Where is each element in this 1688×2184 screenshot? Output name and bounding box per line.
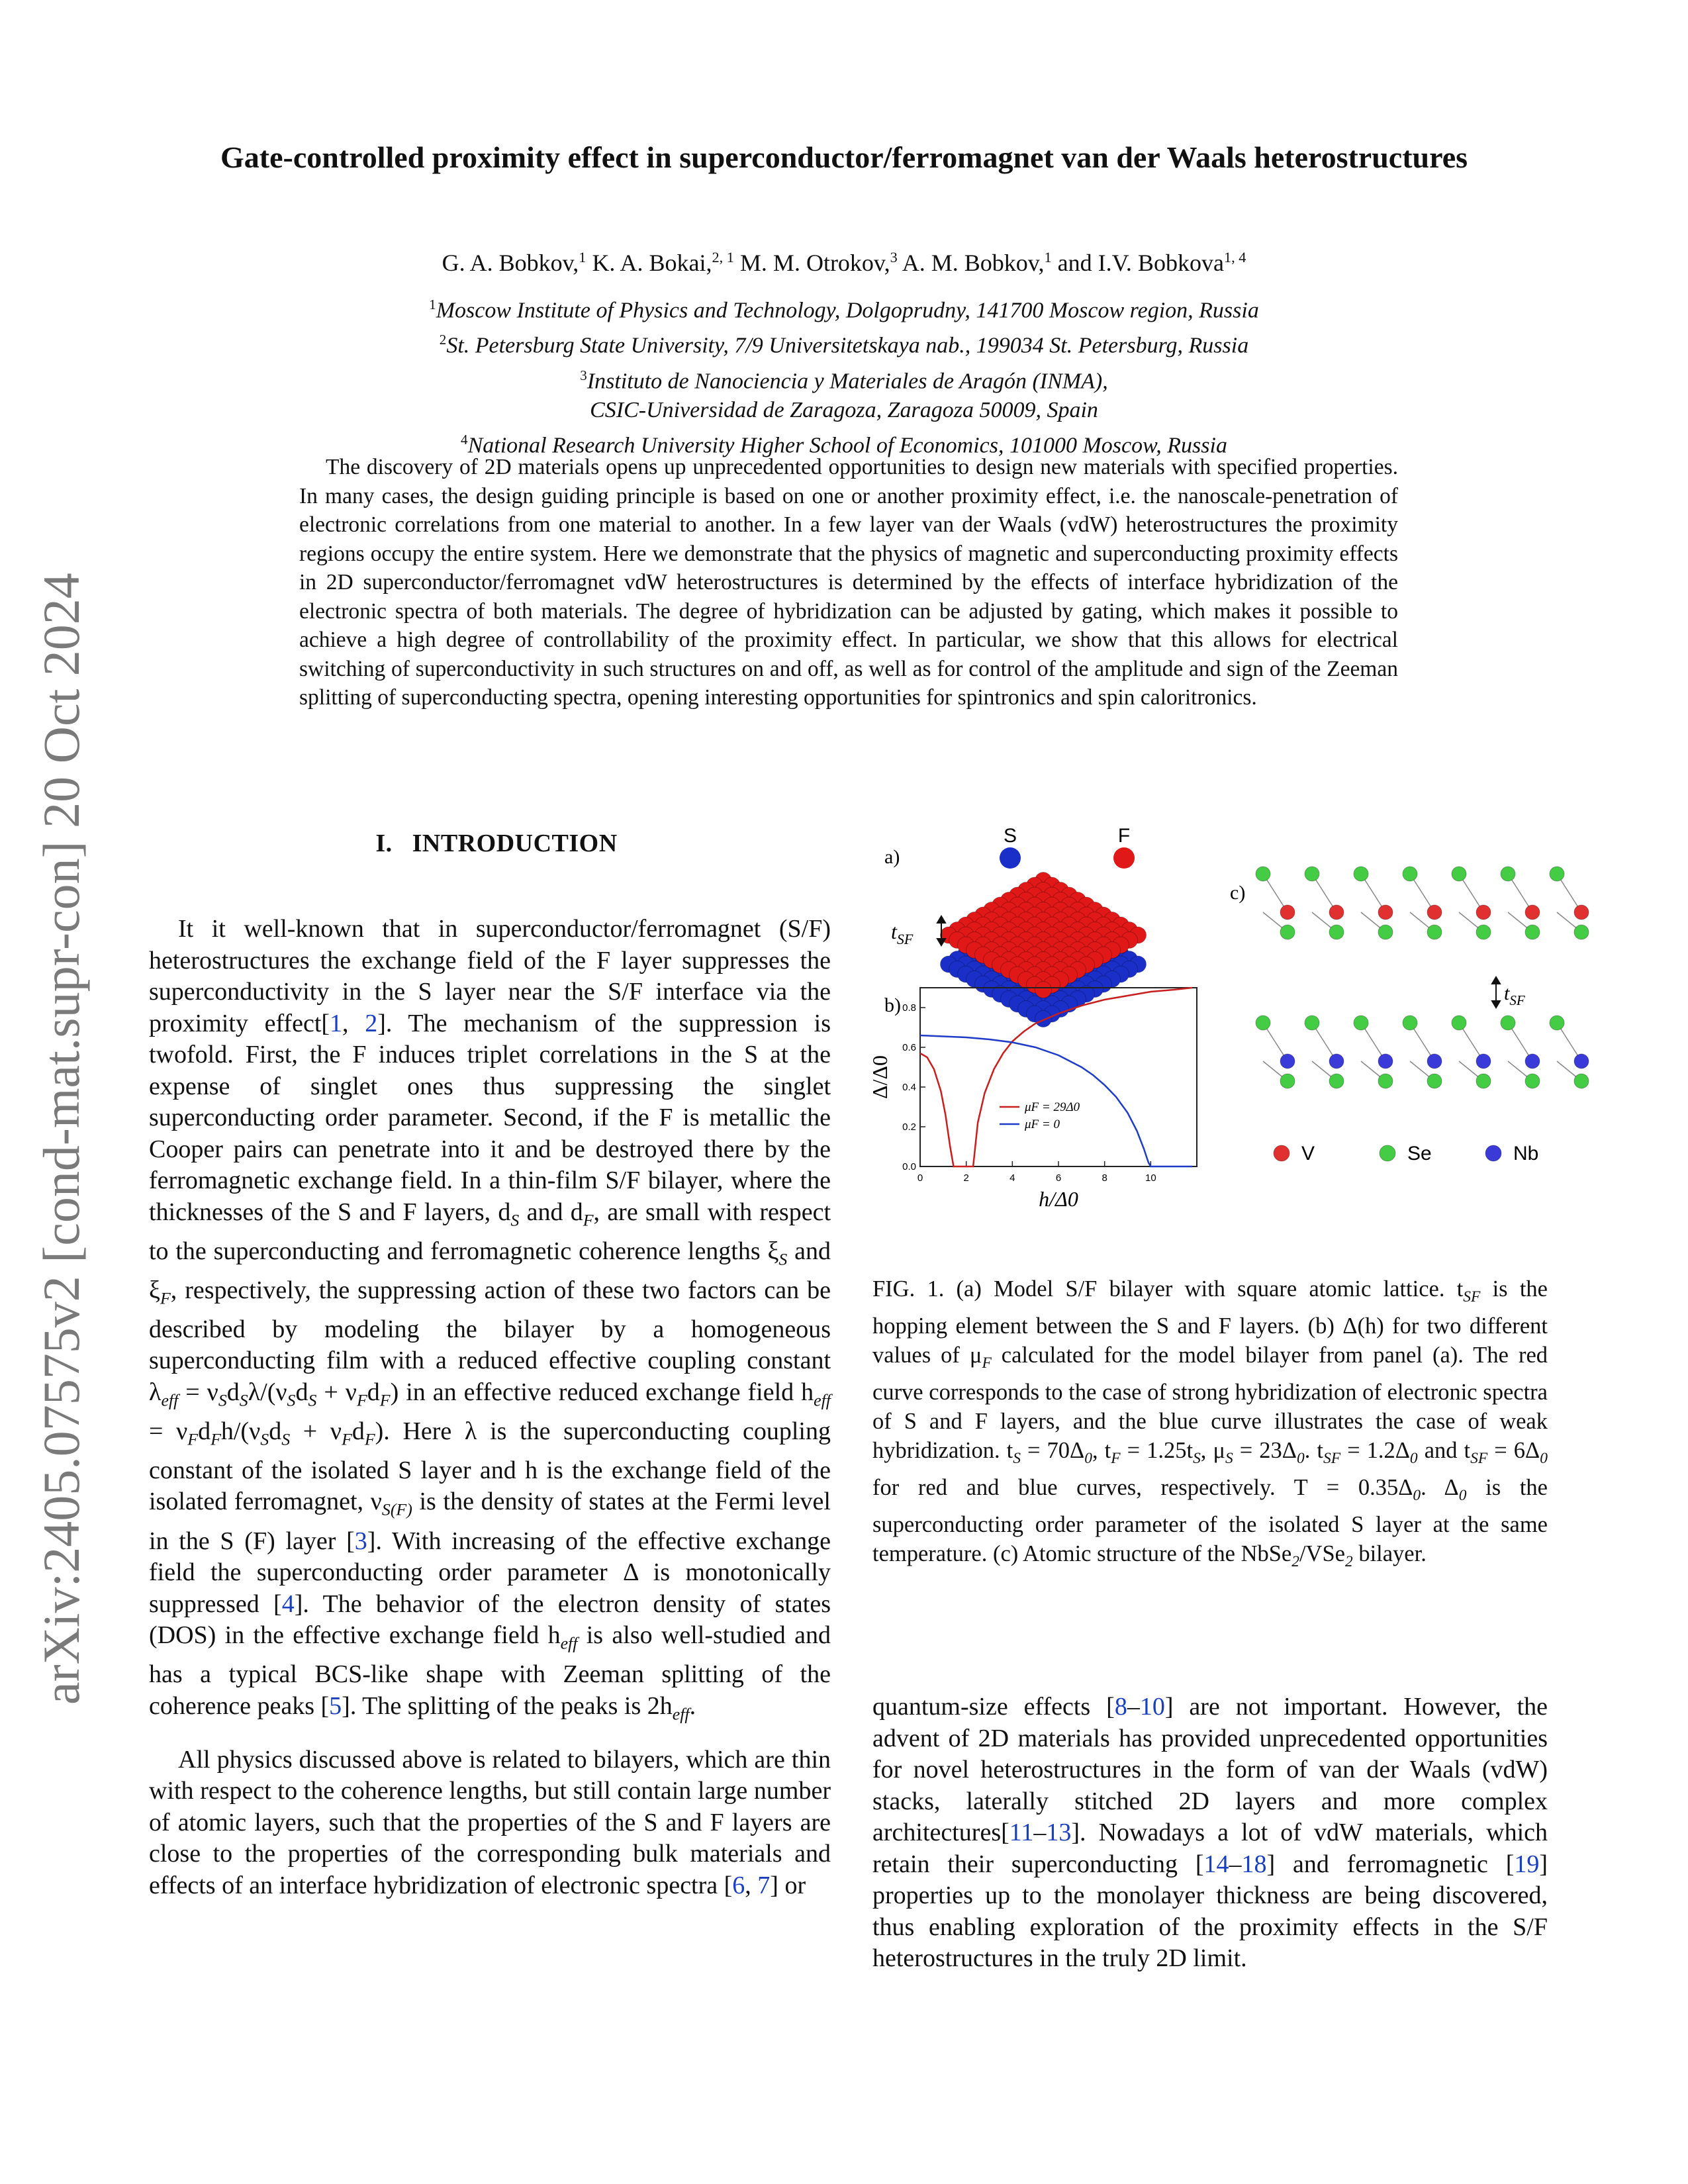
citation-link[interactable]: 13 bbox=[1046, 1819, 1072, 1846]
se-atom bbox=[1525, 925, 1540, 939]
x-tick-label: 2 bbox=[963, 1172, 969, 1184]
series-line-0 bbox=[920, 988, 1192, 1166]
se-atom bbox=[1550, 867, 1564, 881]
se-atom bbox=[1574, 1074, 1589, 1088]
subscript: eff bbox=[161, 1390, 179, 1410]
nb-atom bbox=[1329, 1054, 1344, 1068]
subscript: F bbox=[583, 1210, 594, 1230]
subscript: eff bbox=[560, 1633, 578, 1653]
subscript: SF bbox=[1470, 1449, 1488, 1467]
se-atom bbox=[1501, 1016, 1515, 1030]
section-title: INTRODUCTION bbox=[412, 830, 618, 857]
subscript: S bbox=[778, 1249, 788, 1269]
se-atom bbox=[1378, 925, 1393, 939]
subscript: S bbox=[287, 1390, 296, 1410]
citation-link[interactable]: 11 bbox=[1009, 1819, 1034, 1846]
f-atom-legend bbox=[1113, 847, 1135, 869]
subscript: F bbox=[982, 1354, 992, 1372]
paragraph: quantum-size effects [8–10] are not important. However, the advent of 2D materials has provided unprecedented opportunities for novel heterostructures in the form of van der Waals (vdW) stacks, laterally stitched 2D layers and more complex architectures[11–13]. Nowadays a lot of vdW materials, which retain their superconducting [14–18] and ferromagnetic [19] properties up to the monolayer thickness are being discovered, thus enabling exploration of the proximity effects in the S/F heterostructures in the truly 2D limit. bbox=[872, 1693, 1548, 1972]
x-tick-label: 6 bbox=[1055, 1172, 1062, 1184]
subscript: S bbox=[218, 1390, 227, 1410]
se-atom bbox=[1452, 1016, 1466, 1030]
citation-link[interactable]: 19 bbox=[1514, 1850, 1540, 1878]
subscript: SF bbox=[1323, 1449, 1341, 1467]
affiliation: $^3$Instituto de Nanociencia y Materiales de Aragón (INMA), bbox=[580, 367, 1108, 393]
citation-link[interactable]: 14 bbox=[1203, 1850, 1229, 1878]
subscript: S(F) bbox=[381, 1500, 412, 1520]
citation-link[interactable]: 6 bbox=[732, 1871, 745, 1899]
author: M. M. Otrokov,$^3$ bbox=[739, 249, 898, 276]
citation-link[interactable]: 4 bbox=[281, 1590, 295, 1618]
f-atom bbox=[1035, 982, 1052, 998]
nb-atom bbox=[1378, 1054, 1393, 1068]
paper-title: Gate-controlled proximity effect in superconductor/ferromagnet van der Waals heterostructures bbox=[220, 140, 1468, 174]
figure-1-graphic bbox=[868, 821, 1548, 1245]
se-atom bbox=[1427, 1074, 1442, 1088]
right-column bbox=[872, 1691, 1548, 1975]
v-atom bbox=[1329, 905, 1344, 920]
nb-atom bbox=[1476, 1054, 1491, 1068]
subscript: F bbox=[1111, 1449, 1121, 1467]
subscript: eff bbox=[814, 1390, 831, 1410]
subscript: 2 bbox=[1344, 1552, 1353, 1570]
legend-atom-se bbox=[1380, 1145, 1395, 1161]
citation-link[interactable]: 5 bbox=[329, 1691, 342, 1720]
subscript: F bbox=[379, 1390, 391, 1410]
s-atom bbox=[1035, 1011, 1052, 1027]
subscript: 2 bbox=[1291, 1552, 1299, 1570]
v-atom bbox=[1574, 905, 1589, 920]
se-atom bbox=[1256, 1016, 1270, 1030]
nb-atom bbox=[1574, 1054, 1589, 1068]
atomic-structure bbox=[1256, 867, 1589, 1088]
section-number: I. bbox=[375, 830, 393, 857]
v-atom bbox=[1427, 905, 1442, 920]
figure-1 bbox=[868, 821, 1548, 1245]
tsf-label-a: $t_{SF}$ bbox=[891, 920, 914, 947]
subscript: S bbox=[239, 1390, 248, 1410]
legend-label: V bbox=[1301, 1143, 1315, 1164]
affiliation: $^4$National Research University Higher School of Economics, 101000 Moscow, Russia bbox=[461, 431, 1227, 458]
citation-link[interactable]: 10 bbox=[1139, 1693, 1165, 1721]
se-atom bbox=[1280, 925, 1295, 939]
subscript: F bbox=[364, 1429, 375, 1449]
legend-atom-nb bbox=[1485, 1145, 1501, 1161]
y-tick-label: 0.8 bbox=[902, 1002, 916, 1014]
subscript: F bbox=[342, 1429, 352, 1449]
subscript: F bbox=[211, 1429, 221, 1449]
subscript: 0 bbox=[1084, 1449, 1092, 1467]
subscript: 0 bbox=[1540, 1449, 1548, 1467]
bilayer-lattice bbox=[941, 873, 1147, 1027]
y-tick-label: 0.2 bbox=[902, 1121, 916, 1133]
citation-link[interactable]: 3 bbox=[354, 1527, 367, 1555]
panel-b-label: b) bbox=[884, 994, 901, 1016]
subscript: S bbox=[1193, 1449, 1201, 1467]
se-atom bbox=[1378, 1074, 1393, 1088]
subscript: 0 bbox=[1413, 1486, 1421, 1504]
citation-link[interactable]: 2 bbox=[365, 1009, 378, 1037]
x-tick-label: 10 bbox=[1145, 1172, 1156, 1184]
citation-link[interactable]: 8 bbox=[1114, 1693, 1127, 1721]
se-atom bbox=[1329, 1074, 1344, 1088]
x-axis-label: h/Δ0 bbox=[1039, 1187, 1078, 1211]
figure-caption: FIG. 1. (a) Model S/F bilayer with square atomic lattice. $t_{SF}$ is the hopping element between the S and F layers. (b) Δ(h) for two different values of $\mu_F$ calculated for the model bilayer from panel (a). The red curve corresponds to the case of strong hybridization of electronic spectra of S and F layers, and the blue curve illustrates the case of weak hybridization. $t_S = 70\Delta_0$, $t_F = 1.25t_S$, $\mu_S = 23\Delta_0$. $t_{SF} = 1.2\Delta_0$ and $t_{SF} = 6\Delta_0$ for red and blue curves, respectively. $T = 0.35\Delta_0$. $\Delta_0$ is the superconducting order parameter of the isolated S layer at the same temperature. (c) Atomic structure of the NbSe$_2$/VSe$_2$ bilayer. bbox=[872, 1276, 1548, 1570]
subscript: F bbox=[160, 1288, 171, 1308]
y-tick-label: 0.4 bbox=[902, 1082, 916, 1093]
author: G. A. Bobkov,$^1$ bbox=[442, 249, 586, 276]
affiliation: CSIC-Universidad de Zaragoza, Zaragoza 50009, Spain bbox=[590, 397, 1098, 422]
se-atom bbox=[1403, 1016, 1417, 1030]
subscript: 0 bbox=[1409, 1449, 1418, 1467]
tsf-arrow-c bbox=[1492, 977, 1500, 1008]
legend-label: Nb bbox=[1513, 1143, 1539, 1164]
subscript: S bbox=[510, 1210, 520, 1230]
author: K. A. Bokai,$^{2, 1}$ bbox=[592, 249, 734, 276]
se-atom bbox=[1280, 1074, 1295, 1088]
v-atom bbox=[1378, 905, 1393, 920]
panel-c-label: c) bbox=[1230, 882, 1246, 904]
legend-label: Se bbox=[1407, 1143, 1432, 1164]
se-atom bbox=[1305, 867, 1319, 881]
x-tick-label: 8 bbox=[1102, 1172, 1107, 1184]
legend-atom-v bbox=[1274, 1145, 1289, 1161]
f-label: F bbox=[1117, 825, 1131, 847]
se-atom bbox=[1501, 867, 1515, 881]
se-atom bbox=[1256, 867, 1270, 881]
subscript: S bbox=[308, 1390, 317, 1410]
se-atom bbox=[1452, 867, 1466, 881]
x-tick-label: 4 bbox=[1009, 1172, 1015, 1184]
section-heading bbox=[238, 829, 755, 858]
paragraph: It it well-known that in superconductor/ferromagnet (S/F) heterostructures the exchange field of the F layer suppresses the superconductivity in the S layer near the S/F interface via the proximity effect[1, 2]. The mechanism of the suppression is twofold. First, the F induces triplet correlations in the S at the expense of singlet ones thus suppressing the singlet superconducting order parameter. Second, if the F is metallic the Cooper pairs can penetrate into it and be destroyed there by the ferromagnetic exchange field. In a thin-film S/F bilayer, where the thicknesses of the S and F layers, $d_S$ and $d_F$, are small with respect to the superconducting and ferromagnetic coherence lengths $\xi_S$ and $\xi_F$, respectively, the suppressing action of these two factors can be described by modeling the bilayer by a homogeneous superconducting film with a reduced effective coupling constant $\lambda_{eff} = \nu_Sd_S\lambda/(\nu_Sd_S + \nu_Fd_F)$ in an effective reduced exchange field $h_{eff} = \nu_Fd_Fh/(\nu_Sd_S + \nu_Fd_F)$. Here λ is the superconducting coupling constant of the isolated S layer and h is the exchange field of the isolated ferromagnet, $\nu_{S(F)}$ is the density of states at the Fermi level in the S (F) layer [3]. With increasing of the effective exchange field the superconducting order parameter Δ is monotonically suppressed [4]. The behavior of the electron density of states (DOS) in the effective exchange field $h_{eff}$ is also well-studied and has a typical BCS-like shape with Zeeman splitting of the coherence peaks [5]. The splitting of the peaks is $2h_{eff}$. bbox=[149, 915, 831, 1724]
legend-entry: μF = 0 bbox=[1025, 1117, 1060, 1131]
subscript: eff bbox=[672, 1704, 690, 1724]
citation-link[interactable]: 1 bbox=[330, 1009, 343, 1037]
author: and I.V. Bobkova$^{1, 4}$ bbox=[1057, 249, 1246, 276]
legend-entry: μF = 29Δ0 bbox=[1025, 1100, 1080, 1114]
affiliations bbox=[159, 290, 1529, 460]
s-label: S bbox=[1003, 825, 1017, 847]
subscript: SF bbox=[1463, 1288, 1481, 1306]
se-atom bbox=[1329, 925, 1344, 939]
paragraph: All physics discussed above is related to bilayers, which are thin with respect to the coherence lengths, but still contain large number of atomic layers, such that the properties of the S and F layers are close to the properties of the corresponding bulk materials and effects of an interface hybridization of electronic spectra [6, 7] or bbox=[149, 1745, 831, 1899]
panel-a-label: a) bbox=[884, 846, 900, 868]
subscript: S bbox=[1225, 1449, 1233, 1467]
x-tick-label: 0 bbox=[917, 1172, 923, 1184]
se-atom bbox=[1305, 1016, 1319, 1030]
subscript: S bbox=[1013, 1449, 1021, 1467]
se-atom bbox=[1403, 867, 1417, 881]
s-atom-legend bbox=[1000, 847, 1021, 869]
subscript: S bbox=[260, 1429, 269, 1449]
left-column bbox=[149, 914, 831, 1901]
arxiv-stamp: arXiv:2405.07575v2 [cond-mat.supr-con] 20 Oct 2024 bbox=[32, 573, 90, 1705]
subscript: F bbox=[187, 1429, 199, 1449]
y-axis-label: Δ/Δ0 bbox=[868, 1055, 892, 1100]
citation-link[interactable]: 18 bbox=[1241, 1850, 1267, 1878]
se-atom bbox=[1354, 867, 1368, 881]
nb-atom bbox=[1427, 1054, 1442, 1068]
se-atom bbox=[1476, 1074, 1491, 1088]
citation-link[interactable]: 7 bbox=[757, 1871, 771, 1899]
affiliation: $^1$Moscow Institute of Physics and Technology, Dolgoprudny, 141700 Moscow region, Russia bbox=[429, 297, 1259, 323]
nb-atom bbox=[1280, 1054, 1295, 1068]
author: A. M. Bobkov,$^1$ bbox=[902, 249, 1052, 276]
atom-legend bbox=[1274, 1143, 1538, 1164]
v-atom bbox=[1280, 905, 1295, 920]
subscript: 0 bbox=[1458, 1486, 1467, 1504]
v-atom bbox=[1525, 905, 1540, 920]
se-atom bbox=[1354, 1016, 1368, 1030]
author-list bbox=[159, 249, 1529, 277]
se-atom bbox=[1550, 1016, 1564, 1030]
se-atom bbox=[1525, 1074, 1540, 1088]
y-tick-label: 0.6 bbox=[902, 1042, 916, 1053]
subscript: 0 bbox=[1296, 1449, 1305, 1467]
tsf-label-c: $t_{SF}$ bbox=[1504, 982, 1525, 1008]
v-atom bbox=[1476, 905, 1491, 920]
se-atom bbox=[1574, 925, 1589, 939]
se-atom bbox=[1476, 925, 1491, 939]
affiliation: $^2$St. Petersburg State University, 7/9 Universitetskaya nab., 199034 St. Petersburg, Russia bbox=[439, 332, 1249, 358]
abstract: The discovery of 2D materials opens up unprecedented opportunities to design new materials with specified properties. In many cases, the design guiding principle is based on one or another proximity effect, i.e. the nanoscale-penetration of electronic correlations from one material to another. In a few layer van der Waals (vdW) heterostructures the proximity regions occupy the entire system. Here we demonstrate that the physics of magnetic and superconducting proximity effects in 2D superconductor/ferromagnet vdW heterostructures is determined by the effects of interface hybridization of the electronic spectra of both materials. The degree of hybridization can be adjusted by gating, which makes it possible to achieve a high degree of controllability of the proximity effect. In particular, we show that this allows for electrical switching of superconductivity in such structures on and off, as well as for control of the amplitude and sign of the Zeeman splitting of superconducting spectra, opening interesting opportunities for spintronics and spin caloritronics. bbox=[299, 455, 1398, 710]
y-tick-label: 0.0 bbox=[902, 1161, 916, 1172]
subscript: S bbox=[281, 1429, 291, 1449]
subscript: F bbox=[357, 1390, 367, 1410]
nb-atom bbox=[1525, 1054, 1540, 1068]
se-atom bbox=[1427, 925, 1442, 939]
